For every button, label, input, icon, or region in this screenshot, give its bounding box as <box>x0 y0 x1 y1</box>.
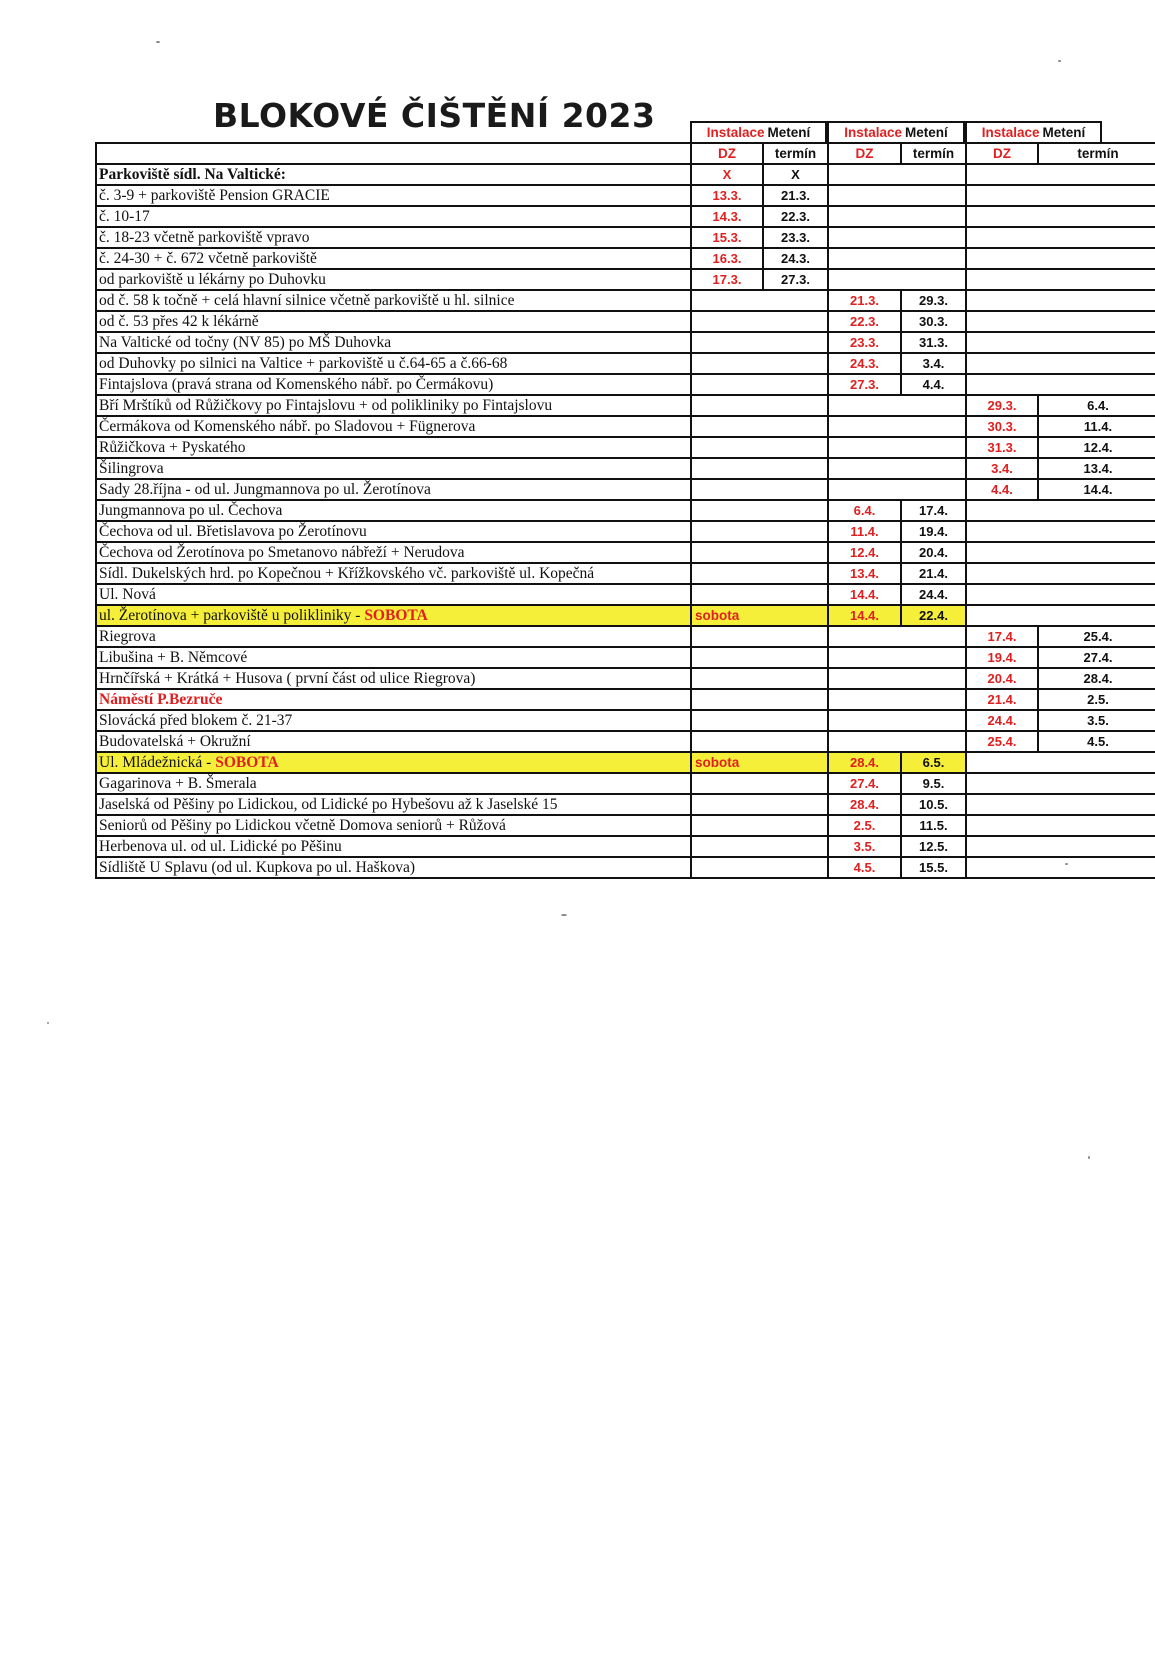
street-name: Jaselská od Pěšiny po Lidickou, od Lidické po Hybešovu až k Jaselské 15 <box>99 796 558 813</box>
table-row <box>96 311 1155 332</box>
termin-date-cell: 21.3. <box>763 185 828 206</box>
group-header-3 <box>965 121 1102 142</box>
empty-cell <box>966 248 1155 269</box>
empty-cell <box>691 542 828 563</box>
street-name-cell <box>96 269 691 290</box>
street-name-cell <box>96 836 691 857</box>
street-name: Seniorů od Pěšiny po Lidickou včetně Domova seniorů + Růžová <box>99 817 506 834</box>
table-row <box>96 248 1155 269</box>
table-row <box>96 479 1155 500</box>
street-name-cell <box>96 689 691 710</box>
street-name-cell <box>96 437 691 458</box>
saturday-note: sobota <box>691 605 828 626</box>
termin-date-cell: 9.5. <box>901 773 966 794</box>
street-name-cell <box>96 395 691 416</box>
table-row <box>96 584 1155 605</box>
empty-cell <box>966 584 1155 605</box>
termin-date-cell: 19.4. <box>901 521 966 542</box>
termin-header: termín <box>763 143 828 164</box>
street-name-cell <box>96 248 691 269</box>
empty-cell <box>966 269 1155 290</box>
meteni-label: Metení <box>905 125 948 140</box>
saturday-note: sobota <box>691 752 828 773</box>
termin-date-cell: 4.5. <box>1038 731 1155 752</box>
street-name: Ul. Nová <box>99 586 156 603</box>
empty-cell <box>691 647 828 668</box>
empty-cell <box>828 479 966 500</box>
table-row <box>96 605 1155 626</box>
scan-speck <box>561 914 567 916</box>
empty-cell <box>966 857 1155 878</box>
termin-date-cell: 23.3. <box>763 227 828 248</box>
street-name-cell <box>96 542 691 563</box>
table-row <box>96 374 1155 395</box>
termin-date-cell: 11.5. <box>901 815 966 836</box>
scan-speck <box>1065 863 1068 865</box>
street-name: Gagarinova + B. Šmerala <box>99 775 257 792</box>
table-row <box>96 668 1155 689</box>
table-row <box>96 647 1155 668</box>
scan-speck <box>1088 1156 1090 1159</box>
empty-cell <box>691 794 828 815</box>
street-name: Slovácká před blokem č. 21-37 <box>99 712 293 729</box>
street-name-cell <box>96 773 691 794</box>
dz-date-cell: 21.3. <box>828 290 901 311</box>
empty-cell <box>828 416 966 437</box>
empty-cell <box>966 836 1155 857</box>
termin-date-cell: 27.4. <box>1038 647 1155 668</box>
street-name-cell <box>96 479 691 500</box>
street-name: Parkoviště sídl. Na Valtické: <box>99 166 286 183</box>
empty-cell <box>691 500 828 521</box>
street-name-cell <box>96 500 691 521</box>
table-row <box>96 290 1155 311</box>
street-name-cell <box>96 521 691 542</box>
street-name: od parkoviště u lékárny po Duhovku <box>99 271 326 288</box>
table-row <box>96 836 1155 857</box>
dz-header: DZ <box>828 143 901 164</box>
street-name: Libušina + B. Němcové <box>99 649 248 666</box>
empty-cell <box>966 794 1155 815</box>
termin-date-cell: 15.5. <box>901 857 966 878</box>
street-name-cell <box>96 416 691 437</box>
empty-cell <box>691 563 828 584</box>
empty-cell <box>966 332 1155 353</box>
termin-date-cell: 17.4. <box>901 500 966 521</box>
street-name: Fintajslova (pravá strana od Komenského nábř. po Čermákovu) <box>99 376 494 393</box>
termin-date-cell: 30.3. <box>901 311 966 332</box>
empty-cell <box>828 626 966 647</box>
street-name: Herbenova ul. od ul. Lidické po Pěšinu <box>99 838 342 855</box>
empty-cell <box>966 353 1155 374</box>
street-name-cell <box>96 752 691 773</box>
table-row <box>96 752 1155 773</box>
termin-date-cell: 12.4. <box>1038 437 1155 458</box>
empty-cell <box>828 731 966 752</box>
street-name-cell <box>96 374 691 395</box>
subheader-row <box>96 143 1155 164</box>
dz-date-cell: 4.5. <box>828 857 901 878</box>
dz-date-cell: 22.3. <box>828 311 901 332</box>
empty-cell <box>828 164 966 185</box>
empty-cell <box>691 710 828 731</box>
empty-cell <box>691 395 828 416</box>
termin-header: termín <box>901 143 966 164</box>
meteni-label: Metení <box>767 125 811 140</box>
termin-header: termín <box>1038 143 1155 164</box>
street-name: Čermákova od Komenského nábř. po Sladovou + Fügnerova <box>99 418 476 435</box>
page-title: BLOKOVÉ ČIŠTĚNÍ 2023 <box>213 96 656 135</box>
empty-cell <box>691 290 828 311</box>
dz-date-cell: 3.5. <box>828 836 901 857</box>
dz-date-cell: 13.4. <box>828 563 901 584</box>
empty-cell <box>691 458 828 479</box>
street-name: Ul. Mládežnická - <box>99 754 216 771</box>
table-row <box>96 227 1155 248</box>
dz-date-cell: 13.3. <box>691 185 763 206</box>
empty-cell <box>966 752 1155 773</box>
termin-date-cell: 22.4. <box>901 605 966 626</box>
street-name-cell <box>96 290 691 311</box>
street-name-cell <box>96 206 691 227</box>
empty-cell <box>828 227 966 248</box>
empty-cell <box>691 836 828 857</box>
empty-cell <box>828 437 966 458</box>
empty-cell <box>691 815 828 836</box>
table-row <box>96 458 1155 479</box>
dz-date-cell: 24.3. <box>828 353 901 374</box>
empty-cell <box>691 857 828 878</box>
termin-date-cell: 10.5. <box>901 794 966 815</box>
dz-date-cell: 31.3. <box>966 437 1038 458</box>
table-row <box>96 794 1155 815</box>
empty-cell <box>966 185 1155 206</box>
empty-cell <box>828 185 966 206</box>
street-name: od Duhovky po silnici na Valtice + parkoviště u č.64-65 a č.66-68 <box>99 355 508 372</box>
termin-date-cell: 4.4. <box>901 374 966 395</box>
table-row <box>96 626 1155 647</box>
dz-date-cell: 14.4. <box>828 605 901 626</box>
table-row <box>96 437 1155 458</box>
name-header-cell <box>96 143 691 164</box>
dz-date-cell: 19.4. <box>966 647 1038 668</box>
street-name-cell <box>96 668 691 689</box>
street-name: Bří Mrštíků od Růžičkovy po Fintajslovu + od polikliniky po Fintajslovu <box>99 397 553 414</box>
empty-cell <box>828 269 966 290</box>
street-name: Na Valtické od točny (NV 85) po MŠ Duhovka <box>99 334 392 351</box>
empty-cell <box>966 521 1155 542</box>
street-name-cell <box>96 626 691 647</box>
dz-date-cell: 17.3. <box>691 269 763 290</box>
dz-date-cell: 21.4. <box>966 689 1038 710</box>
street-name-cell <box>96 584 691 605</box>
street-name-cell <box>96 731 691 752</box>
scan-speck <box>156 41 160 43</box>
termin-date-cell: 29.3. <box>901 290 966 311</box>
empty-cell <box>691 332 828 353</box>
empty-cell <box>691 689 828 710</box>
dz-date-cell: 2.5. <box>828 815 901 836</box>
dz-date-cell: 27.4. <box>828 773 901 794</box>
table-row <box>96 269 1155 290</box>
empty-cell <box>691 479 828 500</box>
dz-date-cell: 11.4. <box>828 521 901 542</box>
saturday-label: SOBOTA <box>215 754 279 771</box>
termin-date-cell: 13.4. <box>1038 458 1155 479</box>
dz-header: DZ <box>966 143 1038 164</box>
empty-cell <box>966 815 1155 836</box>
street-name: č. 24-30 + č. 672 včetně parkoviště <box>99 250 317 267</box>
table-row <box>96 689 1155 710</box>
dz-date-cell: 4.4. <box>966 479 1038 500</box>
dz-date-cell: 28.4. <box>828 752 901 773</box>
street-name-cell <box>96 458 691 479</box>
street-name: č. 3-9 + parkoviště Pension GRACIE <box>99 187 330 204</box>
street-name-cell <box>96 563 691 584</box>
empty-cell <box>966 290 1155 311</box>
termin-date-cell: 20.4. <box>901 542 966 563</box>
empty-cell <box>966 206 1155 227</box>
termin-date-cell: 27.3. <box>763 269 828 290</box>
street-name: č. 10-17 <box>99 208 150 225</box>
street-name-cell <box>96 353 691 374</box>
dz-date-cell: 24.4. <box>966 710 1038 731</box>
empty-cell <box>966 563 1155 584</box>
instalace-label: Instalace <box>844 125 903 140</box>
table-row <box>96 563 1155 584</box>
termin-date-cell: 3.4. <box>901 353 966 374</box>
group-header-1 <box>690 121 827 142</box>
empty-cell <box>828 668 966 689</box>
street-name: Růžičkova + Pyskatého <box>99 439 246 456</box>
termin-date-cell: 24.3. <box>763 248 828 269</box>
termin-date-cell: 3.5. <box>1038 710 1155 731</box>
empty-cell <box>691 416 828 437</box>
termin-date-cell: 21.4. <box>901 563 966 584</box>
empty-cell <box>966 164 1155 185</box>
empty-cell <box>691 374 828 395</box>
dz-date-cell: 17.4. <box>966 626 1038 647</box>
street-name-cell <box>96 311 691 332</box>
empty-cell <box>691 773 828 794</box>
street-name-cell <box>96 605 691 626</box>
street-name: Šilingrova <box>99 460 164 477</box>
street-name: od č. 58 k točně + celá hlavní silnice včetně parkoviště u hl. silnice <box>99 292 515 309</box>
table-row <box>96 500 1155 521</box>
dz-date-cell: 20.4. <box>966 668 1038 689</box>
termin-date-cell: 11.4. <box>1038 416 1155 437</box>
termin-date-cell: 6.5. <box>901 752 966 773</box>
empty-cell <box>828 647 966 668</box>
dz-date-cell: 12.4. <box>828 542 901 563</box>
empty-cell <box>966 311 1155 332</box>
empty-cell <box>966 773 1155 794</box>
street-name-cell <box>96 857 691 878</box>
empty-cell <box>828 395 966 416</box>
dz-date-cell: 6.4. <box>828 500 901 521</box>
table-row <box>96 416 1155 437</box>
saturday-label: SOBOTA <box>364 607 428 624</box>
street-name: Jungmannova po ul. Čechova <box>99 502 283 519</box>
table-row <box>96 185 1155 206</box>
termin-date-cell: 14.4. <box>1038 479 1155 500</box>
street-name: Sídl. Dukelských hrd. po Kopečnou + Křížkovského vč. parkoviště ul. Kopečná <box>99 565 595 582</box>
dz-date-cell: 14.4. <box>828 584 901 605</box>
empty-cell <box>966 374 1155 395</box>
table-row <box>96 164 1155 185</box>
table-row <box>96 815 1155 836</box>
meteni-label: Metení <box>1042 125 1086 140</box>
dz-date-cell: X <box>691 164 763 185</box>
empty-cell <box>966 227 1155 248</box>
table-row <box>96 710 1155 731</box>
table-row <box>96 542 1155 563</box>
termin-date-cell: 2.5. <box>1038 689 1155 710</box>
dz-date-cell: 25.4. <box>966 731 1038 752</box>
termin-date-cell: 31.3. <box>901 332 966 353</box>
street-name-cell <box>96 647 691 668</box>
table-row <box>96 353 1155 374</box>
dz-date-cell: 15.3. <box>691 227 763 248</box>
street-name-cell <box>96 815 691 836</box>
street-name-cell <box>96 164 691 185</box>
table-row <box>96 332 1155 353</box>
empty-cell <box>691 668 828 689</box>
empty-cell <box>691 311 828 332</box>
street-name: č. 18-23 včetně parkoviště vpravo <box>99 229 310 246</box>
dz-header: DZ <box>691 143 763 164</box>
street-name-cell <box>96 332 691 353</box>
dz-date-cell: 3.4. <box>966 458 1038 479</box>
street-name: od č. 53 přes 42 k lékárně <box>99 313 259 330</box>
termin-date-cell: 28.4. <box>1038 668 1155 689</box>
cleaning-schedule-table <box>95 142 1155 879</box>
dz-date-cell: 16.3. <box>691 248 763 269</box>
street-name: Náměstí P.Bezruče <box>99 691 223 708</box>
empty-cell <box>691 626 828 647</box>
dz-date-cell: 23.3. <box>828 332 901 353</box>
empty-cell <box>828 248 966 269</box>
table-row <box>96 731 1155 752</box>
table-row <box>96 395 1155 416</box>
empty-cell <box>966 500 1155 521</box>
empty-cell <box>828 710 966 731</box>
street-name-cell <box>96 794 691 815</box>
dz-date-cell: 28.4. <box>828 794 901 815</box>
empty-cell <box>966 542 1155 563</box>
table-row <box>96 857 1155 878</box>
dz-date-cell: 14.3. <box>691 206 763 227</box>
scan-speck <box>47 1022 49 1024</box>
street-name: ul. Žerotínova + parkoviště u polikliniky - <box>99 607 365 624</box>
empty-cell <box>828 689 966 710</box>
street-name: Hrnčířská + Krátká + Husova ( první část od ulice Riegrova) <box>99 670 476 687</box>
dz-date-cell: 30.3. <box>966 416 1038 437</box>
empty-cell <box>691 353 828 374</box>
street-name: Sídliště U Splavu (od ul. Kupkova po ul. Haškova) <box>99 859 416 876</box>
street-name-cell <box>96 710 691 731</box>
group-header-2 <box>827 121 965 142</box>
street-name: Budovatelská + Okružní <box>99 733 251 750</box>
empty-cell <box>966 605 1155 626</box>
empty-cell <box>691 437 828 458</box>
termin-date-cell: 12.5. <box>901 836 966 857</box>
termin-date-cell: X <box>763 164 828 185</box>
street-name: Čechova od Žerotínova po Smetanovo nábřeží + Nerudova <box>99 544 465 561</box>
empty-cell <box>828 206 966 227</box>
empty-cell <box>828 458 966 479</box>
empty-cell <box>691 521 828 542</box>
termin-date-cell: 24.4. <box>901 584 966 605</box>
table-row <box>96 521 1155 542</box>
empty-cell <box>691 731 828 752</box>
dz-date-cell: 27.3. <box>828 374 901 395</box>
instalace-label: Instalace <box>981 125 1040 140</box>
street-name-cell <box>96 227 691 248</box>
street-name-cell <box>96 185 691 206</box>
street-name: Riegrova <box>99 628 156 645</box>
instalace-label: Instalace <box>706 125 765 140</box>
street-name: Čechova od ul. Břetislavova po Žerotínovu <box>99 523 367 540</box>
termin-date-cell: 22.3. <box>763 206 828 227</box>
dz-date-cell: 29.3. <box>966 395 1038 416</box>
empty-cell <box>691 584 828 605</box>
scan-speck <box>1058 60 1061 62</box>
table-row <box>96 773 1155 794</box>
termin-date-cell: 25.4. <box>1038 626 1155 647</box>
termin-date-cell: 6.4. <box>1038 395 1155 416</box>
table-row <box>96 206 1155 227</box>
street-name: Sady 28.října - od ul. Jungmannova po ul. Žerotínova <box>99 481 431 498</box>
